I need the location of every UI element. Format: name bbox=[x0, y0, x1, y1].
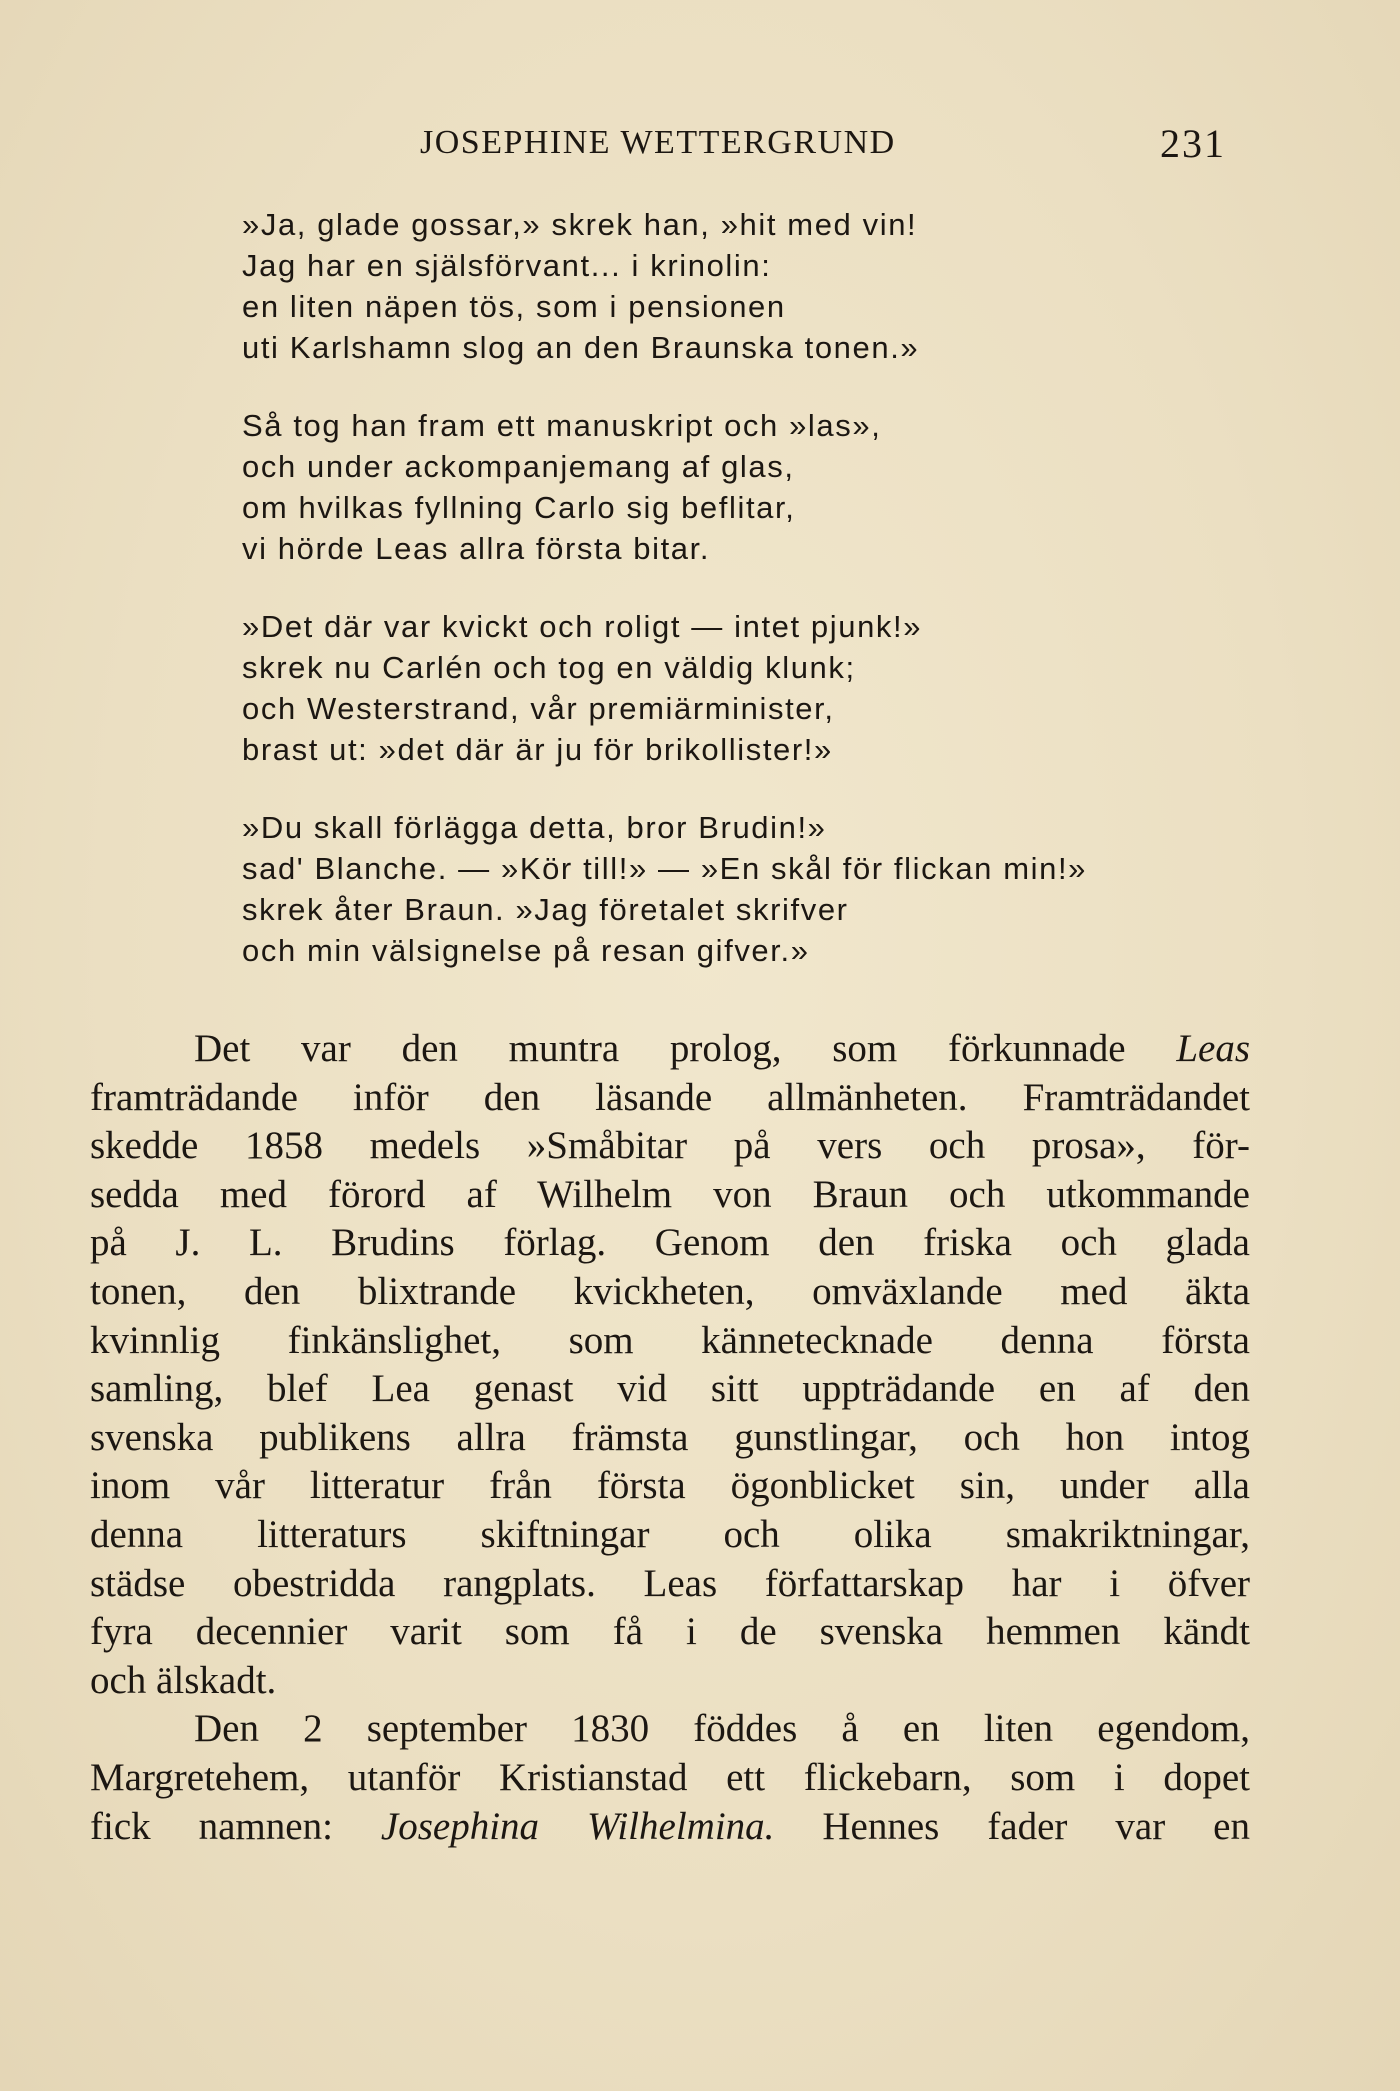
verse-line: och Westerstrand, vår premiärminister, bbox=[242, 691, 835, 726]
prose-line: på J. L. Brudins förlag. Genom den friska och glada bbox=[90, 1221, 1250, 1265]
verse-line: brast ut: »det där är ju för brikollister!» bbox=[242, 732, 833, 767]
prose-line: Margretehem, utanför Kristianstad ett flickebarn, som i dopet bbox=[90, 1755, 1250, 1799]
prose-line: denna litteraturs skiftningar och olika smakriktningar, bbox=[90, 1512, 1250, 1556]
prose-line: fyra decennier varit som få i de svenska hemmen kändt bbox=[90, 1610, 1250, 1654]
verse-line: sad' Blanche. — »Kör till!» — »En skål för flickan min!» bbox=[242, 851, 1088, 886]
verse-line: vi hörde Leas allra första bitar. bbox=[242, 531, 711, 566]
verse-line: skrek nu Carlén och tog en väldig klunk; bbox=[242, 650, 856, 685]
paragraph bbox=[90, 1705, 1250, 1851]
verse-line: och min välsignelse på resan gifver.» bbox=[242, 933, 810, 968]
prose-line: tonen, den blixtrande kvickheten, omväxlande med äkta bbox=[90, 1269, 1250, 1313]
prose-line: och älskadt. bbox=[90, 1658, 277, 1702]
poem-stanza bbox=[242, 204, 1242, 368]
prose-line: städse obestridda rangplats. Leas författarskap har i öfver bbox=[90, 1561, 1250, 1605]
poem-stanza bbox=[242, 807, 1242, 971]
prose-line bbox=[90, 1803, 1250, 1852]
paragraph bbox=[90, 1025, 1250, 1705]
page-number: 231 bbox=[1160, 121, 1226, 166]
running-title: JOSEPHINE WETTERGRUND bbox=[420, 124, 896, 161]
verse-line: en liten näpen tös, som i pensionen bbox=[242, 289, 786, 324]
prose-line: framträdande inför den läsande allmänheten. Framträdandet bbox=[90, 1075, 1250, 1119]
prose-line: svenska publikens allra främsta gunstlingar, och hon intog bbox=[90, 1415, 1250, 1459]
verse-line: och under ackompanjemang af glas, bbox=[242, 449, 795, 484]
prose-text: Det var den muntra prolog, som förkunnade bbox=[194, 1027, 1177, 1070]
poem-stanza bbox=[242, 606, 1242, 770]
prose-line: samling, blef Lea genast vid sitt uppträdande en af den bbox=[90, 1367, 1250, 1411]
prose-line: kvinnlig finkänslighet, som kännetecknade denna första bbox=[90, 1318, 1250, 1362]
poem bbox=[242, 204, 1242, 971]
prose-text: fick namnen: bbox=[90, 1804, 381, 1848]
prose-line: Den 2 september 1830 föddes å en liten egendom, bbox=[194, 1707, 1250, 1751]
prose-line: skedde 1858 medels »Småbitar på vers och prosa», för- bbox=[90, 1124, 1250, 1168]
verse-line: om hvilkas fyllning Carlo sig beflitar, bbox=[242, 490, 796, 525]
italic-name-leas: Leas bbox=[1176, 1027, 1250, 1070]
verse-line: »Det där var kvickt och roligt — intet pjunk!» bbox=[242, 609, 923, 644]
verse-line: Så tog han fram ett manuskript och »las», bbox=[242, 408, 882, 443]
verse-line: »Ja, glade gossar,» skrek han, »hit med vin! bbox=[242, 207, 918, 242]
verse-line: uti Karlshamn slog an den Braunska tonen.» bbox=[242, 330, 920, 365]
verse-line: skrek åter Braun. »Jag företalet skrifver bbox=[242, 892, 849, 927]
prose-line: sedda med förord af Wilhelm von Braun och utkommande bbox=[90, 1172, 1250, 1216]
prose-line: inom vår litteratur från första ögonblicket sin, under alla bbox=[90, 1464, 1250, 1508]
verse-line: »Du skall förlägga detta, bror Brudin!» bbox=[242, 810, 827, 845]
prose-text: Hennes fader var en bbox=[774, 1804, 1250, 1848]
poem-stanza bbox=[242, 405, 1242, 569]
prose-line bbox=[90, 1025, 1250, 1074]
verse-line: Jag har en själsförvant... i krinolin: bbox=[242, 248, 772, 283]
prose-body bbox=[90, 1025, 1250, 1851]
italic-full-name: Josephina Wilhelmina. bbox=[380, 1804, 775, 1848]
